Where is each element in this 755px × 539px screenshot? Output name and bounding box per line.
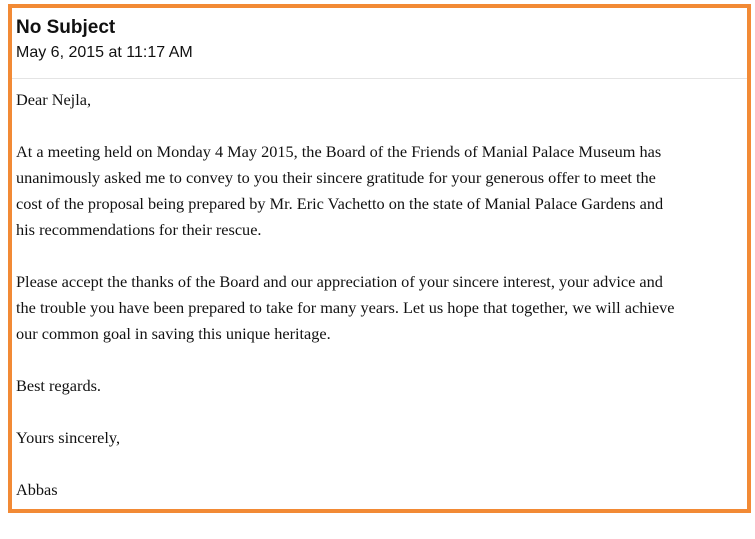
signature: Abbas [16, 480, 58, 499]
paragraph-1-line: unanimously asked me to convey to you their sincere gratitude for your generous offer to meet the [16, 168, 656, 187]
paragraph-2-line: Please accept the thanks of the Board and our appreciation of your sincere interest, your advice and [16, 272, 663, 291]
paragraph-1-line: cost of the proposal being prepared by Mr. Eric Vachetto on the state of Manial Palace Gardens and [16, 194, 664, 213]
closing: Yours sincerely, [16, 428, 121, 447]
greeting: Dear Nejla, [16, 90, 92, 109]
paragraph-2-line: our common goal in saving this unique heritage. [16, 324, 331, 343]
email-body [16, 87, 742, 503]
regards: Best regards. [16, 376, 101, 395]
email-header [12, 8, 747, 79]
paragraph-1-line: his recommendations for their rescue. [16, 220, 262, 239]
paragraph-1 [16, 139, 742, 243]
email-date: May 6, 2015 at 11:17 AM [16, 44, 193, 61]
email-view [8, 4, 751, 513]
paragraph-1-line: At a meeting held on Monday 4 May 2015, the Board of the Friends of Manial Palace Museum has [16, 142, 662, 161]
paragraph-2 [16, 269, 742, 347]
paragraph-2-line: the trouble you have been prepared to take for many years. Let us hope that together, we will achieve [16, 298, 675, 317]
email-subject: No Subject [16, 17, 116, 38]
